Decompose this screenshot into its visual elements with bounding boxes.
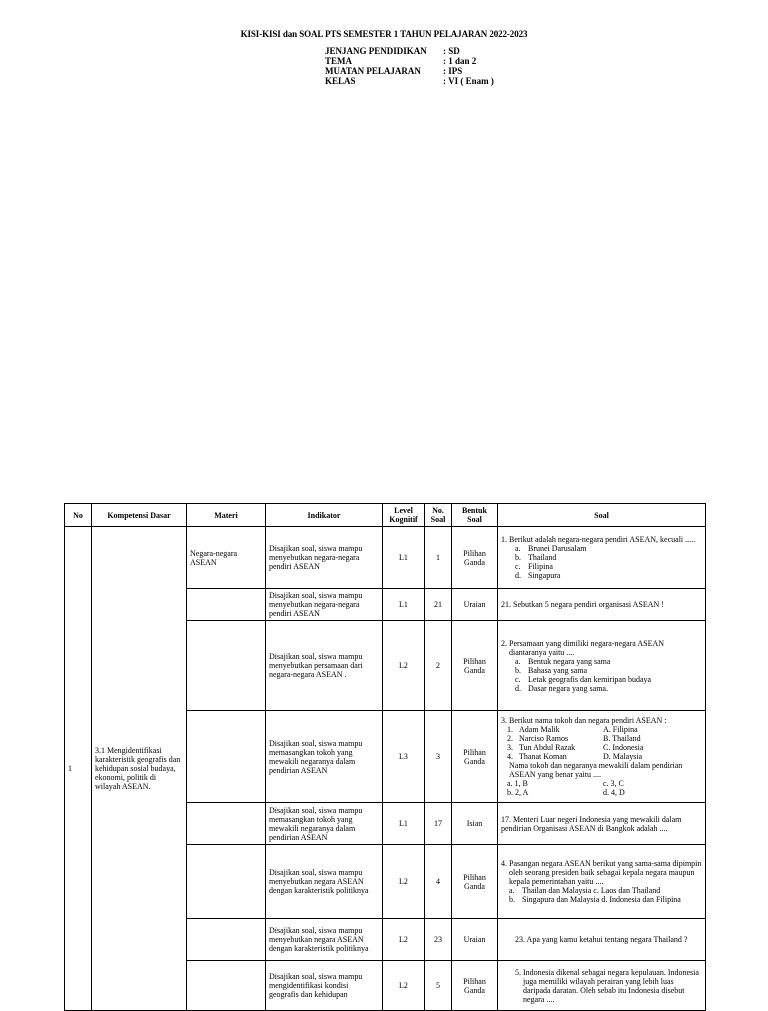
- header-indikator: Indikator: [266, 504, 383, 527]
- option-text: Bentuk negara yang sama: [528, 656, 611, 666]
- meta-key: KELAS: [325, 76, 356, 86]
- bentuk-soal-cell: Pilihan Ganda: [452, 961, 498, 1011]
- answer-option: [501, 886, 702, 895]
- level-cell: L1: [383, 527, 425, 589]
- no-soal-cell: 4: [425, 845, 452, 919]
- option-letter: d.: [515, 571, 521, 580]
- bentuk-soal-cell: Pilihan Ganda: [452, 711, 498, 803]
- table-header-row: [65, 504, 706, 527]
- document-meta: [325, 46, 494, 86]
- no-soal-cell: 23: [425, 919, 452, 961]
- soal-cell: [498, 711, 706, 803]
- answer-option: [501, 553, 702, 562]
- materi-cell: Negara-negara ASEAN: [187, 527, 266, 589]
- option-text: Filipina: [528, 562, 553, 571]
- pair-number: 1.: [507, 725, 513, 734]
- level-cell: L1: [383, 589, 425, 621]
- soal-cell: 17. Menteri Luar negeri Indonesia yang mewakili dalam pendirian Organisasi ASEAN di Bangkok adalah ....: [498, 803, 706, 845]
- materi-cell: [187, 961, 266, 1011]
- option-text: Singapura dan Malaysia d. Indonesia dan Filipina: [522, 895, 681, 904]
- pair-row: [501, 743, 702, 752]
- level-cell: L2: [383, 919, 425, 961]
- header-level-kognitif: Level Kognitif: [383, 504, 425, 527]
- meta-value: : 1 dan 2: [443, 56, 477, 66]
- option-letter: a.: [515, 656, 521, 666]
- question-stem: 2. Persamaan yang dimiliki negara-negara ASEAN diantaranya yaitu ....: [501, 638, 665, 657]
- kisi-kisi-table: [64, 503, 706, 1011]
- option-letter: c.: [515, 674, 521, 684]
- question-stem: 4. Pasangan negara ASEAN berikut yang sama-sama dipimpin oleh seorang presiden baik sebagai kepala negara maupun kepala pemerintahan yaitu ....: [501, 859, 702, 886]
- option-text: Singapura: [528, 571, 561, 580]
- pair-negara: C. Indonesia: [603, 743, 644, 752]
- indikator-cell: Disajikan soal, siswa mampu mengidentifikasi kondisi geografis dan kehidupan: [266, 961, 383, 1011]
- indikator-cell: Disajikan soal, siswa mampu memasangkan tokoh yang mewakili negaranya dalam pendirian ASEAN: [266, 803, 383, 845]
- meta-value: : IPS: [443, 66, 463, 76]
- header-no: No: [65, 504, 92, 527]
- pair-negara: A. Filipina: [603, 725, 638, 734]
- option-left: a. 1, B: [507, 779, 528, 788]
- no-soal-cell: 3: [425, 711, 452, 803]
- pair-row: [501, 734, 702, 743]
- no-soal-cell: 2: [425, 621, 452, 711]
- meta-key: JENJANG PENDIDIKAN: [325, 46, 427, 56]
- meta-key: MUATAN PELAJARAN: [325, 66, 421, 76]
- document-title: KISI-KISI dan SOAL PTS SEMESTER 1 TAHUN PELAJARAN 2022-2023: [240, 29, 528, 39]
- level-cell: L2: [383, 961, 425, 1011]
- header-no-soal: No. Soal: [425, 504, 452, 527]
- indikator-cell: Disajikan soal, siswa mampu menyebutkan negara ASEAN dengan karakteristik politiknya: [266, 919, 383, 961]
- option-letter: b.: [515, 665, 521, 675]
- question-stem: 1. Berikut adalah negara-negara pendiri ASEAN, kecuali .....: [501, 535, 696, 544]
- pair-row: [501, 752, 702, 761]
- meta-row-jenjang: [325, 46, 494, 56]
- pair-tokoh: Adam Malik: [519, 725, 560, 734]
- indikator-cell: Disajikan soal, siswa mampu memasangkan tokoh yang mewakili negaranya dalam pendirian ASEAN: [266, 711, 383, 803]
- meta-key: TEMA: [325, 56, 352, 66]
- bentuk-soal-cell: Uraian: [452, 589, 498, 621]
- pair-negara: B. Thailand: [603, 734, 641, 743]
- materi-cell: [187, 711, 266, 803]
- option-right: d. 4, D: [603, 788, 625, 797]
- option-text: Thailand: [528, 553, 557, 562]
- kompetensi-dasar-cell: 3.1 Mengidentifikasi karakteristik geografis dan kehidupan sosial budaya, ekonomi, politik di wilayah ASEAN.: [92, 527, 187, 1011]
- no-soal-cell: 21: [425, 589, 452, 621]
- option-letter: a.: [515, 544, 521, 553]
- row-number: 1: [65, 527, 92, 1011]
- indikator-cell: Disajikan soal, siswa mampu menyebutkan negara ASEAN dengan karakteristik politiknya: [266, 845, 383, 919]
- answer-option: [501, 675, 702, 684]
- header-materi: Materi: [187, 504, 266, 527]
- soal-cell: 21. Sebutkan 5 negara pendiri organisasi ASEAN !: [498, 589, 706, 621]
- soal-cell: [498, 961, 706, 1011]
- meta-value: : SD: [443, 46, 460, 56]
- pair-tokoh: Tun Abdul Razak: [519, 743, 576, 752]
- answer-option: [501, 571, 702, 580]
- bentuk-soal-cell: Isian: [452, 803, 498, 845]
- indikator-cell: Disajikan soal, siswa mampu menyebutkan negara-negara pendiri ASEAN: [266, 589, 383, 621]
- pair-tokoh: Narciso Ramos: [519, 734, 569, 743]
- option-letter: a.: [509, 886, 515, 895]
- option-letter: b.: [509, 895, 515, 904]
- option-letter: b.: [515, 553, 521, 562]
- answer-option: [501, 684, 702, 693]
- bentuk-soal-cell: Pilihan Ganda: [452, 621, 498, 711]
- materi-cell: [187, 803, 266, 845]
- meta-row-muatan: [325, 66, 494, 76]
- level-cell: L2: [383, 845, 425, 919]
- option-text: Bahasa yang sama: [528, 665, 588, 675]
- option-left: b. 2, A: [507, 788, 529, 797]
- meta-value: : VI ( Enam ): [443, 76, 494, 86]
- level-cell: L1: [383, 803, 425, 845]
- pair-row: [501, 725, 702, 734]
- answer-option: [501, 657, 702, 666]
- materi-cell: [187, 845, 266, 919]
- indikator-cell: Disajikan soal, siswa mampu menyebutkan negara-negara pendiri ASEAN: [266, 527, 383, 589]
- no-soal-cell: 1: [425, 527, 452, 589]
- bentuk-soal-cell: Pilihan Ganda: [452, 527, 498, 589]
- answer-option-pair: [501, 788, 702, 797]
- answer-option: [501, 895, 702, 904]
- option-letter: d.: [515, 683, 521, 693]
- soal-cell: [498, 621, 706, 711]
- option-text: Letak geografis dan kemiripan budaya: [528, 674, 652, 684]
- soal-cell: [498, 845, 706, 919]
- soal-cell: [498, 527, 706, 589]
- question-stem: 3. Berikut nama tokoh dan negara pendiri ASEAN :: [501, 716, 667, 725]
- no-soal-cell: 17: [425, 803, 452, 845]
- pair-number: 2.: [507, 734, 513, 743]
- question-stem: 5. Indonesia dikenal sebagai negara kepulauan. Indonesia juga memiliki wilayah perairan yang lebih luas daripada daratan. Oleh sebab itu Indonesia disebut negara ....: [515, 967, 699, 1004]
- answer-option: [501, 666, 702, 675]
- answer-option: [501, 562, 702, 571]
- materi-cell: [187, 919, 266, 961]
- option-text: Thailan dan Malaysia c. Laos dan Thailand: [522, 886, 661, 895]
- answer-option-pair: [501, 779, 702, 788]
- meta-row-kelas: [325, 76, 494, 86]
- header-soal: Soal: [498, 504, 706, 527]
- option-text: Dasar negara yang sama.: [528, 683, 608, 693]
- question-stem: 23. Apa yang kamu ketahui tentang negara Thailand ?: [515, 935, 688, 944]
- table-row: [65, 527, 706, 589]
- indikator-cell: Disajikan soal, siswa mampu menyebutkan persamaan dari negara-negara ASEAN .: [266, 621, 383, 711]
- bentuk-soal-cell: Pilihan Ganda: [452, 845, 498, 919]
- level-cell: L3: [383, 711, 425, 803]
- meta-row-tema: [325, 56, 494, 66]
- level-cell: L2: [383, 621, 425, 711]
- bentuk-soal-cell: Uraian: [452, 919, 498, 961]
- header-bentuk-soal: Bentuk Soal: [452, 504, 498, 527]
- pair-negara: D. Malaysia: [603, 752, 643, 761]
- question-followup: Nama tokoh dan negaranya mewakili dalam pendirian ASEAN yang benar yaitu ....: [509, 761, 683, 779]
- soal-cell: [498, 919, 706, 961]
- materi-cell: [187, 589, 266, 621]
- pair-number: 4.: [507, 752, 513, 761]
- answer-option: [501, 544, 702, 553]
- materi-cell: [187, 621, 266, 711]
- option-letter: c.: [515, 562, 521, 571]
- option-right: c. 3, C: [603, 779, 624, 788]
- pair-number: 3.: [507, 743, 513, 752]
- no-soal-cell: 5: [425, 961, 452, 1011]
- header-kompetensi-dasar: Kompetensi Dasar: [92, 504, 187, 527]
- pair-tokoh: Thanat Koman: [519, 752, 567, 761]
- option-text: Brunei Darusalam: [528, 544, 587, 553]
